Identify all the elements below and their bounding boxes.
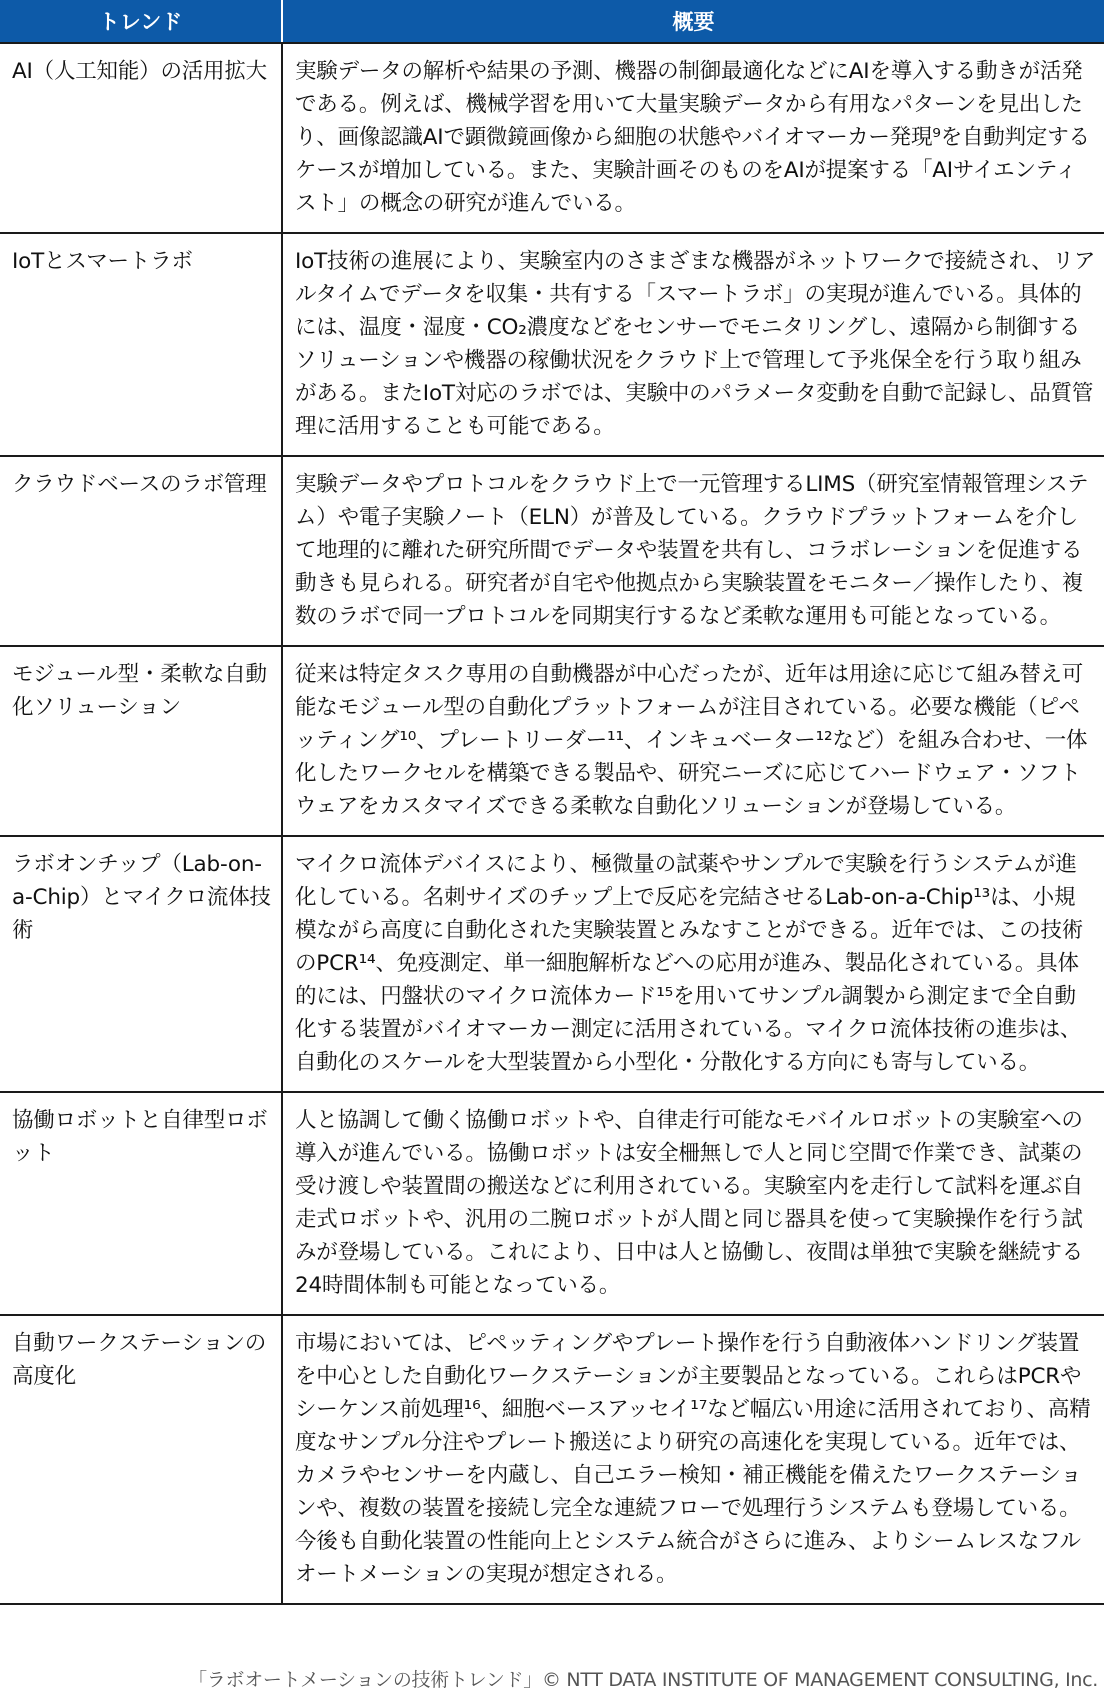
summary-cell: 実験データやプロトコルをクラウド上で一元管理するLIMS（研究室情報管理システム）や電子実験ノート（ELN）が普及している。クラウドプラットフォームを介して地理的に離れた研究所間でデータや装置を共有し、コラボレーションを促進する動きも見られる。研究者が自宅や他拠点から実験装置をモニター／操作したり、複数のラボで同一プロトコルを同期実行するなど柔軟な運用も可能となっている。 <box>282 456 1104 646</box>
trend-cell: AI（人工知能）の活用拡大 <box>0 43 282 233</box>
summary-cell: マイクロ流体デバイスにより、極微量の試薬やサンプルで実験を行うシステムが進化している。名刺サイズのチップ上で反応を完結させるLab-on-a-Chip¹³は、小規模ながら高度に自動化された実験装置とみなすことができる。近年では、この技術のPCR¹⁴、免疫測定、単一細胞解析などへの応用が進み、製品化されている。具体的には、円盤状のマイクロ流体カード¹⁵を用いてサンプル調製から測定まで全自動化する装置がバイオマーカー測定に活用されている。マイクロ流体技術の進歩は、自動化のスケールを大型装置から小型化・分散化する方向にも寄与している。 <box>282 836 1104 1092</box>
table-row <box>0 836 1104 1092</box>
table-row <box>0 43 1104 233</box>
trend-cell: クラウドベースのラボ管理 <box>0 456 282 646</box>
table-row <box>0 233 1104 456</box>
summary-cell: 人と協調して働く協働ロボットや、自律走行可能なモバイルロボットの実験室への導入が進んでいる。協働ロボットは安全柵無しで人と同じ空間で作業でき、試薬の受け渡しや装置間の搬送などに利用されている。実験室内を走行して試料を運ぶ自走式ロボットや、汎用の二腕ロボットが人間と同じ器具を使って実験操作を行う試みが登場している。これにより、日中は人と協働し、夜間は単独で実験を継続する24時間体制も可能となっている。 <box>282 1092 1104 1315</box>
copyright-footer: 「ラボオートメーションの技術トレンド」© NTT DATA INSTITUTE OF MANAGEMENT CONSULTING, Inc. <box>188 1669 1098 1691</box>
table-row <box>0 1092 1104 1315</box>
trend-cell: ラボオンチップ（Lab-on-a-Chip）とマイクロ流体技術 <box>0 836 282 1092</box>
trend-cell: IoTとスマートラボ <box>0 233 282 456</box>
table-row <box>0 1315 1104 1604</box>
summary-cell: 実験データの解析や結果の予測、機器の制御最適化などにAIを導入する動きが活発である。例えば、機械学習を用いて大量実験データから有用なパターンを見出したり、画像認識AIで顕微鏡画像から細胞の状態やバイオマーカー発現⁹を自動判定するケースが増加している。また、実験計画そのものをAIが提案する「AIサイエンティスト」の概念の研究が進んでいる。 <box>282 43 1104 233</box>
table-row <box>0 646 1104 836</box>
header-trend: トレンド <box>0 0 282 43</box>
table-header-row <box>0 0 1104 43</box>
summary-cell: 従来は特定タスク専用の自動機器が中心だったが、近年は用途に応じて組み替え可能なモジュール型の自動化プラットフォームが注目されている。必要な機能（ピペッティング¹⁰、プレートリーダー¹¹、インキュベーター¹²など）を組み合わせ、一体化したワークセルを構築できる製品や、研究ニーズに応じてハードウェア・ソフトウェアをカスタマイズできる柔軟な自動化ソリューションが登場している。 <box>282 646 1104 836</box>
trend-cell: モジュール型・柔軟な自動化ソリューション <box>0 646 282 836</box>
summary-cell: IoT技術の進展により、実験室内のさまざまな機器がネットワークで接続され、リアルタイムでデータを収集・共有する「スマートラボ」の実現が進んでいる。具体的には、温度・湿度・CO₂濃度などをセンサーでモニタリングし、遠隔から制御するソリューションや機器の稼働状況をクラウド上で管理して予兆保全を行う取り組みがある。またIoT対応のラボでは、実験中のパラメータ変動を自動で記録し、品質管理に活用することも可能である。 <box>282 233 1104 456</box>
table-row <box>0 456 1104 646</box>
trend-cell: 自動ワークステーションの高度化 <box>0 1315 282 1604</box>
trend-cell: 協働ロボットと自律型ロボット <box>0 1092 282 1315</box>
summary-cell: 市場においては、ピペッティングやプレート操作を行う自動液体ハンドリング装置を中心とした自動化ワークステーションが主要製品となっている。これらはPCRやシーケンス前処理¹⁶、細胞ベースアッセイ¹⁷など幅広い用途に活用されており、高精度なサンプル分注やプレート搬送により研究の高速化を実現している。近年では、カメラやセンサーを内蔵し、自己エラー検知・補正機能を備えたワークステーションや、複数の装置を接続し完全な連続フローで処理行うシステムも登場している。今後も自動化装置の性能向上とシステム統合がさらに進み、よりシームレスなフルオートメーションの実現が想定される。 <box>282 1315 1104 1604</box>
header-summary: 概要 <box>282 0 1104 43</box>
